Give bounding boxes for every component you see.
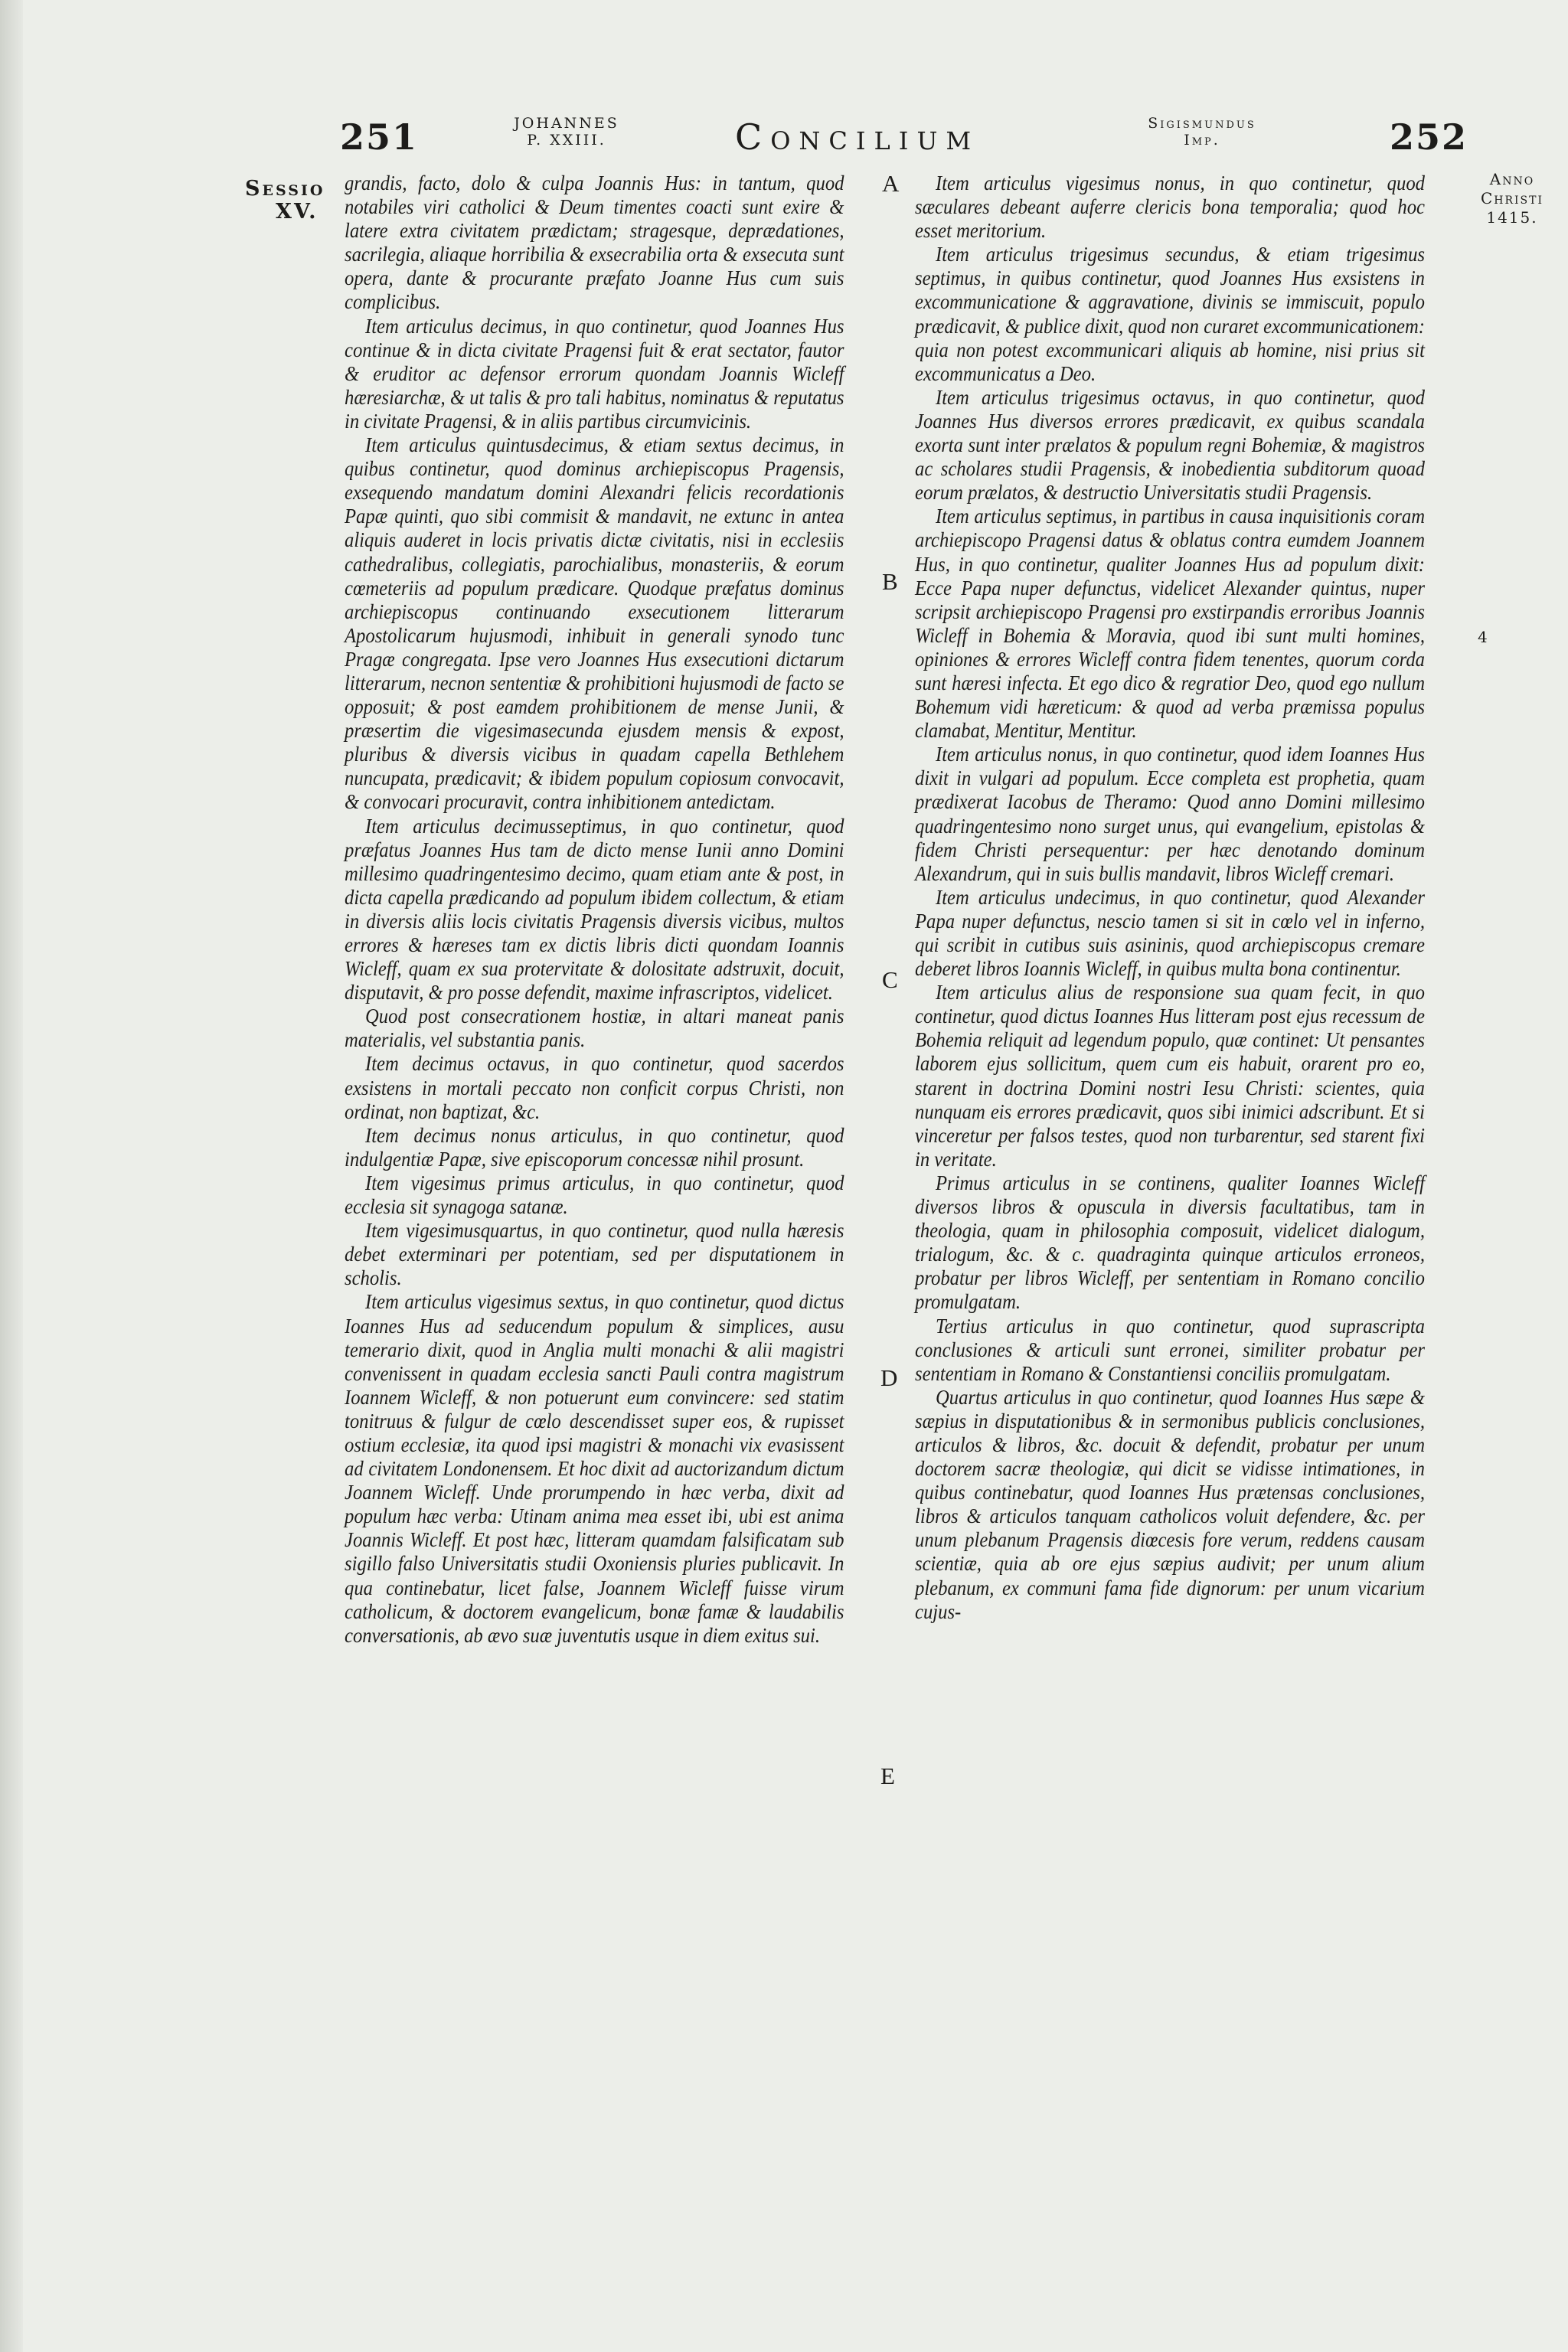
section-letter-e: E — [880, 1762, 895, 1789]
paragraph: Item decimus nonus articulus, in quo continetur, quod indulgentiæ Papæ, sive episcoporum concessæ nihil prosunt. — [345, 1123, 844, 1171]
paragraph: Item articulus trigesimus secundus, & etiam trigesimus septimus, in quibus continetur, quod Joannes Hus exsistens in excommunicatione & aggravatione, divinis se immiscuit, populo prædicavit, & publice dixit, quod non curaret excommunicationem: quia non potest excommunicari aliquis ab homine, nisi prius sit excommunicatus a Deo. — [915, 243, 1425, 385]
paragraph: Tertius articulus in quo continetur, quod suprascripta conclusiones & articuli sunt erronei, similiter probatur per sententiam in Romano & Constantiensi conciliis promulgatam. — [915, 1314, 1425, 1385]
paragraph: Item articulus undecimus, in quo continetur, quod Alexander Papa nuper defunctus, nescio tamen si sit in cœlo vel in inferno, qui scribit in cutibus suis asininis, quod archiepiscopus cremare deberet libros Ioannis Wicleff, in quibus multa bona continentur. — [915, 885, 1425, 981]
running-head-sigismundus: Sigismundus — [1148, 115, 1256, 132]
paragraph: Item articulus vigesimus sextus, in quo continetur, quod dictus Ioannes Hus ad seducendum populum & simplices, ausu temerario dixit, quod in Anglia multi monachi & alii magistri convenissent in quadam ecclesia sancti Pauli contra magistrum Ioannem Wicleff, & non potuerunt eum convincere: sed statim tonitruus & fulgur de cœlo descendisset super eos, & rupisset ostium ecclesiæ, ita quod ipsi magistri & monachi vix evasissent ad civitatem Londonensem. Et hoc dixit ad auctorizandum dictum Joannem Wicleff. Unde prorumpendo in hæc verba, dixit ad populum hæc verba: Utinam anima mea esset ibi, ubi est anima Joannis Wicleff. Et post hæc, litteram quamdam falsificatam sub sigillo falso Universitatis studii Oxoniensis pluries publicavit. In qua continebatur, licet false, Joannem Wicleff fuisse virum catholicum, & doctorem evangelicum, bonæ famæ & laudabilis conversationis, ab ævo suæ juventutis usque in diem exitus sui. — [345, 1290, 844, 1647]
running-head-pope-number: P. XXIII. — [527, 132, 606, 149]
section-letter-d: D — [880, 1364, 898, 1391]
page-header — [0, 113, 1568, 159]
page-number-right: 252 — [1390, 116, 1468, 158]
book-spine — [0, 0, 23, 2352]
paragraph: grandis, facto, dolo & culpa Joannis Hus: in tantum, quod notabiles viri catholici & Deum timentes coacti sunt exire & latere extra civitatem prædictam; stragesque, deprædationes, sacrilegia, aliaque horribilia & exsecrabilia orta & exsecuta sunt opera, dante & procurante præfato Joanne Hus cum suis complicibus. — [345, 172, 844, 314]
section-letter-b: B — [882, 568, 898, 595]
running-head-imp: Imp. — [1184, 132, 1220, 149]
paragraph: Item articulus nonus, in quo continetur, quod idem Ioannes Hus dixit in vulgari ad populum. Ecce completa est prophetia, quam prædixerat Iacobus de Theramo: Quod anno Domini millesimo quadringentesimo nono surget unus, qui evangelium, epistolas & fidem Christi persequentur: per hæc denotando dominum Alexandrum, qui in suis bullis mandavit, libros Wicleff cremari. — [915, 743, 1425, 885]
running-head-emperor — [1118, 115, 1286, 149]
running-head-johannes: JOHANNES — [514, 115, 619, 132]
marginal-mark: 4 — [1478, 628, 1488, 646]
paragraph: Item articulus alius de responsione sua quam fecit, in quo continetur, quod dictus Ioannes Hus litteram post ejus recessum de Bohemia reliquit ad legendum populo, quæ continet: Ut pensantes laborem ejus sollicitum, quem cum eis habuit, orarent pro eo, starent in doctrina Domini nostri Iesu Christi: scientes, quia nunquam eis errores prædicavit, quos sibi inimici adscribunt. Et si vinceretur per falsos testes, quod non turbarentur, sed starent fixi in veritate. — [915, 981, 1425, 1171]
paragraph: Item articulus quintusdecimus, & etiam sextus decimus, in quibus continetur, quod dominus archiepiscopus Pragensis, exsequendo mandatum domini Alexandri felicis recordationis Papæ quinti, quo sibi commisit & mandavit, ne extunc in antea aliquis auderet in locis privatis dictæ civitatis, nisi in ecclesiis cathedralibus, collegiatis, parochialibus, monasteriis, & eorum cœmeteriis ad populum prædicare. Quodque præfatus dominus archiepiscopus continuando exsecutionem litterarum Apostolicarum hujusmodi, inhibuit in generali synodo tunc Pragæ congregata. Ipse vero Joannes Hus exsecutioni dictarum litterarum, necnon sententiæ & prohibitioni hujusmodi de facto se opposuit; & post eamdem prohibitionem de mense Junii, & præsertim die vigesimasecunda ejusdem mensis & expost, pluribus & diversis vicibus in quadam capella Bethlehem nuncupata, prædicavit; & ibidem populum copiosum convocavit, & convocari procuravit, contra inhibitionem antedictam. — [345, 433, 844, 814]
section-letter-a: A — [882, 170, 900, 197]
paragraph: Item articulus decimus, in quo continetur, quod Joannes Hus continue & in dicta civitate Pragensi fuit & erat sectator, fautor & eruditor ac defensor errorum quondam Joannis Wicleff hæresiarchæ, & ut talis & pro tali habitus, nominatus & reputatus in civitate Pragensi, & in aliis partibus circumvicinis. — [345, 314, 844, 433]
paragraph: Quartus articulus in quo continetur, quod Ioannes Hus sæpe & sæpius in disputationibus & in sermonibus publicis conclusiones, articulos & libros, &c. docuit & defendit, probatur per unum doctorem sacræ theologiæ, qui dicit se vidisse intimationes, in quibus continebatur, quod Ioannes Hus prætensas conclusiones, libros & articulos tanquam catholicos voluit defendere, &c. per unum plebanum Pragensis diœcesis fore verum, reddens causam scientiæ, quia ab ore ejus sæpius audivit; per unum alium plebanum, ex communi fama fide dignorum: per unum vicarium cujus- — [915, 1385, 1425, 1623]
paragraph: Item vigesimus primus articulus, in quo continetur, quod ecclesia sit synagoga satanæ. — [345, 1171, 844, 1219]
year-marginal-note — [1470, 170, 1554, 227]
page-number-left: 251 — [340, 116, 419, 158]
christi-label: Christi — [1480, 189, 1544, 207]
running-head-pope — [505, 115, 628, 149]
paragraph: Item articulus septimus, in partibus in causa inquisitionis coram archiepiscopo Pragensi datus & oblatus contra eumdem Joannem Hus, in quo continetur, qualiter Joannes Hus ad populum dixit: Ecce Papa nuper defunctus, videlicet Alexander quintus, nuper scripsit archiepiscopo Pragensi pro exstirpandis erroribus Joannis Wicleff in Bohemia & Moravia, quod ibi sunt multi homines, opiniones & errores Wicleff contra fidem tenentes, quorum corda sunt hæresi infecta. Et ego dico & regratior Deo, quod ego nullum Bohemum vidi hæreticum: & quod ad verba præmissa populus clamabat, Mentitur, Mentitur. — [915, 505, 1425, 743]
session-marginal-note — [245, 178, 345, 224]
right-text-column — [915, 172, 1425, 1624]
paragraph: Item articulus trigesimus octavus, in quo continetur, quod Joannes Hus diversos errores prædicavit, ex quibus scandala exorta sunt inter prælatos & populum regni Bohemiæ, & magistros ac scholares studii Pragensis, & inobedientia subditorum quoad eorum prælatos, & destructio Universitatis studii Pragensis. — [915, 385, 1425, 505]
paragraph: Item vigesimusquartus, in quo continetur, quod nulla hæresis debet exterminari per potentiam, sed per disputationem in scholis. — [345, 1219, 844, 1290]
paragraph: Item articulus vigesimus nonus, in quo continetur, quod sæculares debeant auferre clericis bona temporalia; quod hoc esset meritorium. — [915, 172, 1425, 243]
paragraph: Primus articulus in se continens, qualiter Ioannes Wicleff diversos libros & opuscula in diversis facultatibus, tam in theologia, quam in philosophia composuit, videlicet dialogum, trialogum, &c. & c. quadraginta quinque articulos erroneos, probatur per libros Wicleff, per sententiam in Romano concilio promulgatam. — [915, 1171, 1425, 1314]
section-letter-c: C — [882, 966, 898, 993]
year-label: 1415. — [1486, 208, 1538, 227]
sessio-label: Sessio — [245, 177, 325, 201]
paragraph: Item articulus decimusseptimus, in quo continetur, quod præfatus Joannes Hus tam de dicto mense Iunii anno Domini millesimo quadringentesimo decimo, quam etiam ante & post, in dicta capella prædicando ad populum ibidem collectum, & etiam in diversis aliis locis civitatis Pragensis diversis vicibus, multos errores & hæreses tam ex dictis libris dicti quondam Ioannis Wicleff, quam ex sua protervitate & dolositate adstruxit, docuit, disputavit, & pro posse defendit, maxime infrascriptos, videlicet. — [345, 814, 844, 1004]
anno-label: Anno — [1489, 170, 1535, 188]
running-title: Concilium — [735, 116, 980, 158]
paragraph: Item decimus octavus, in quo continetur, quod sacerdos exsistens in mortali peccato non conficit corpus Christi, non ordinat, non baptizat, &c. — [345, 1052, 844, 1123]
paragraph: Quod post consecrationem hostiæ, in altari maneat panis materialis, vel substantia panis. — [345, 1004, 844, 1052]
session-number: XV. — [276, 200, 318, 224]
left-text-column — [345, 172, 844, 1648]
